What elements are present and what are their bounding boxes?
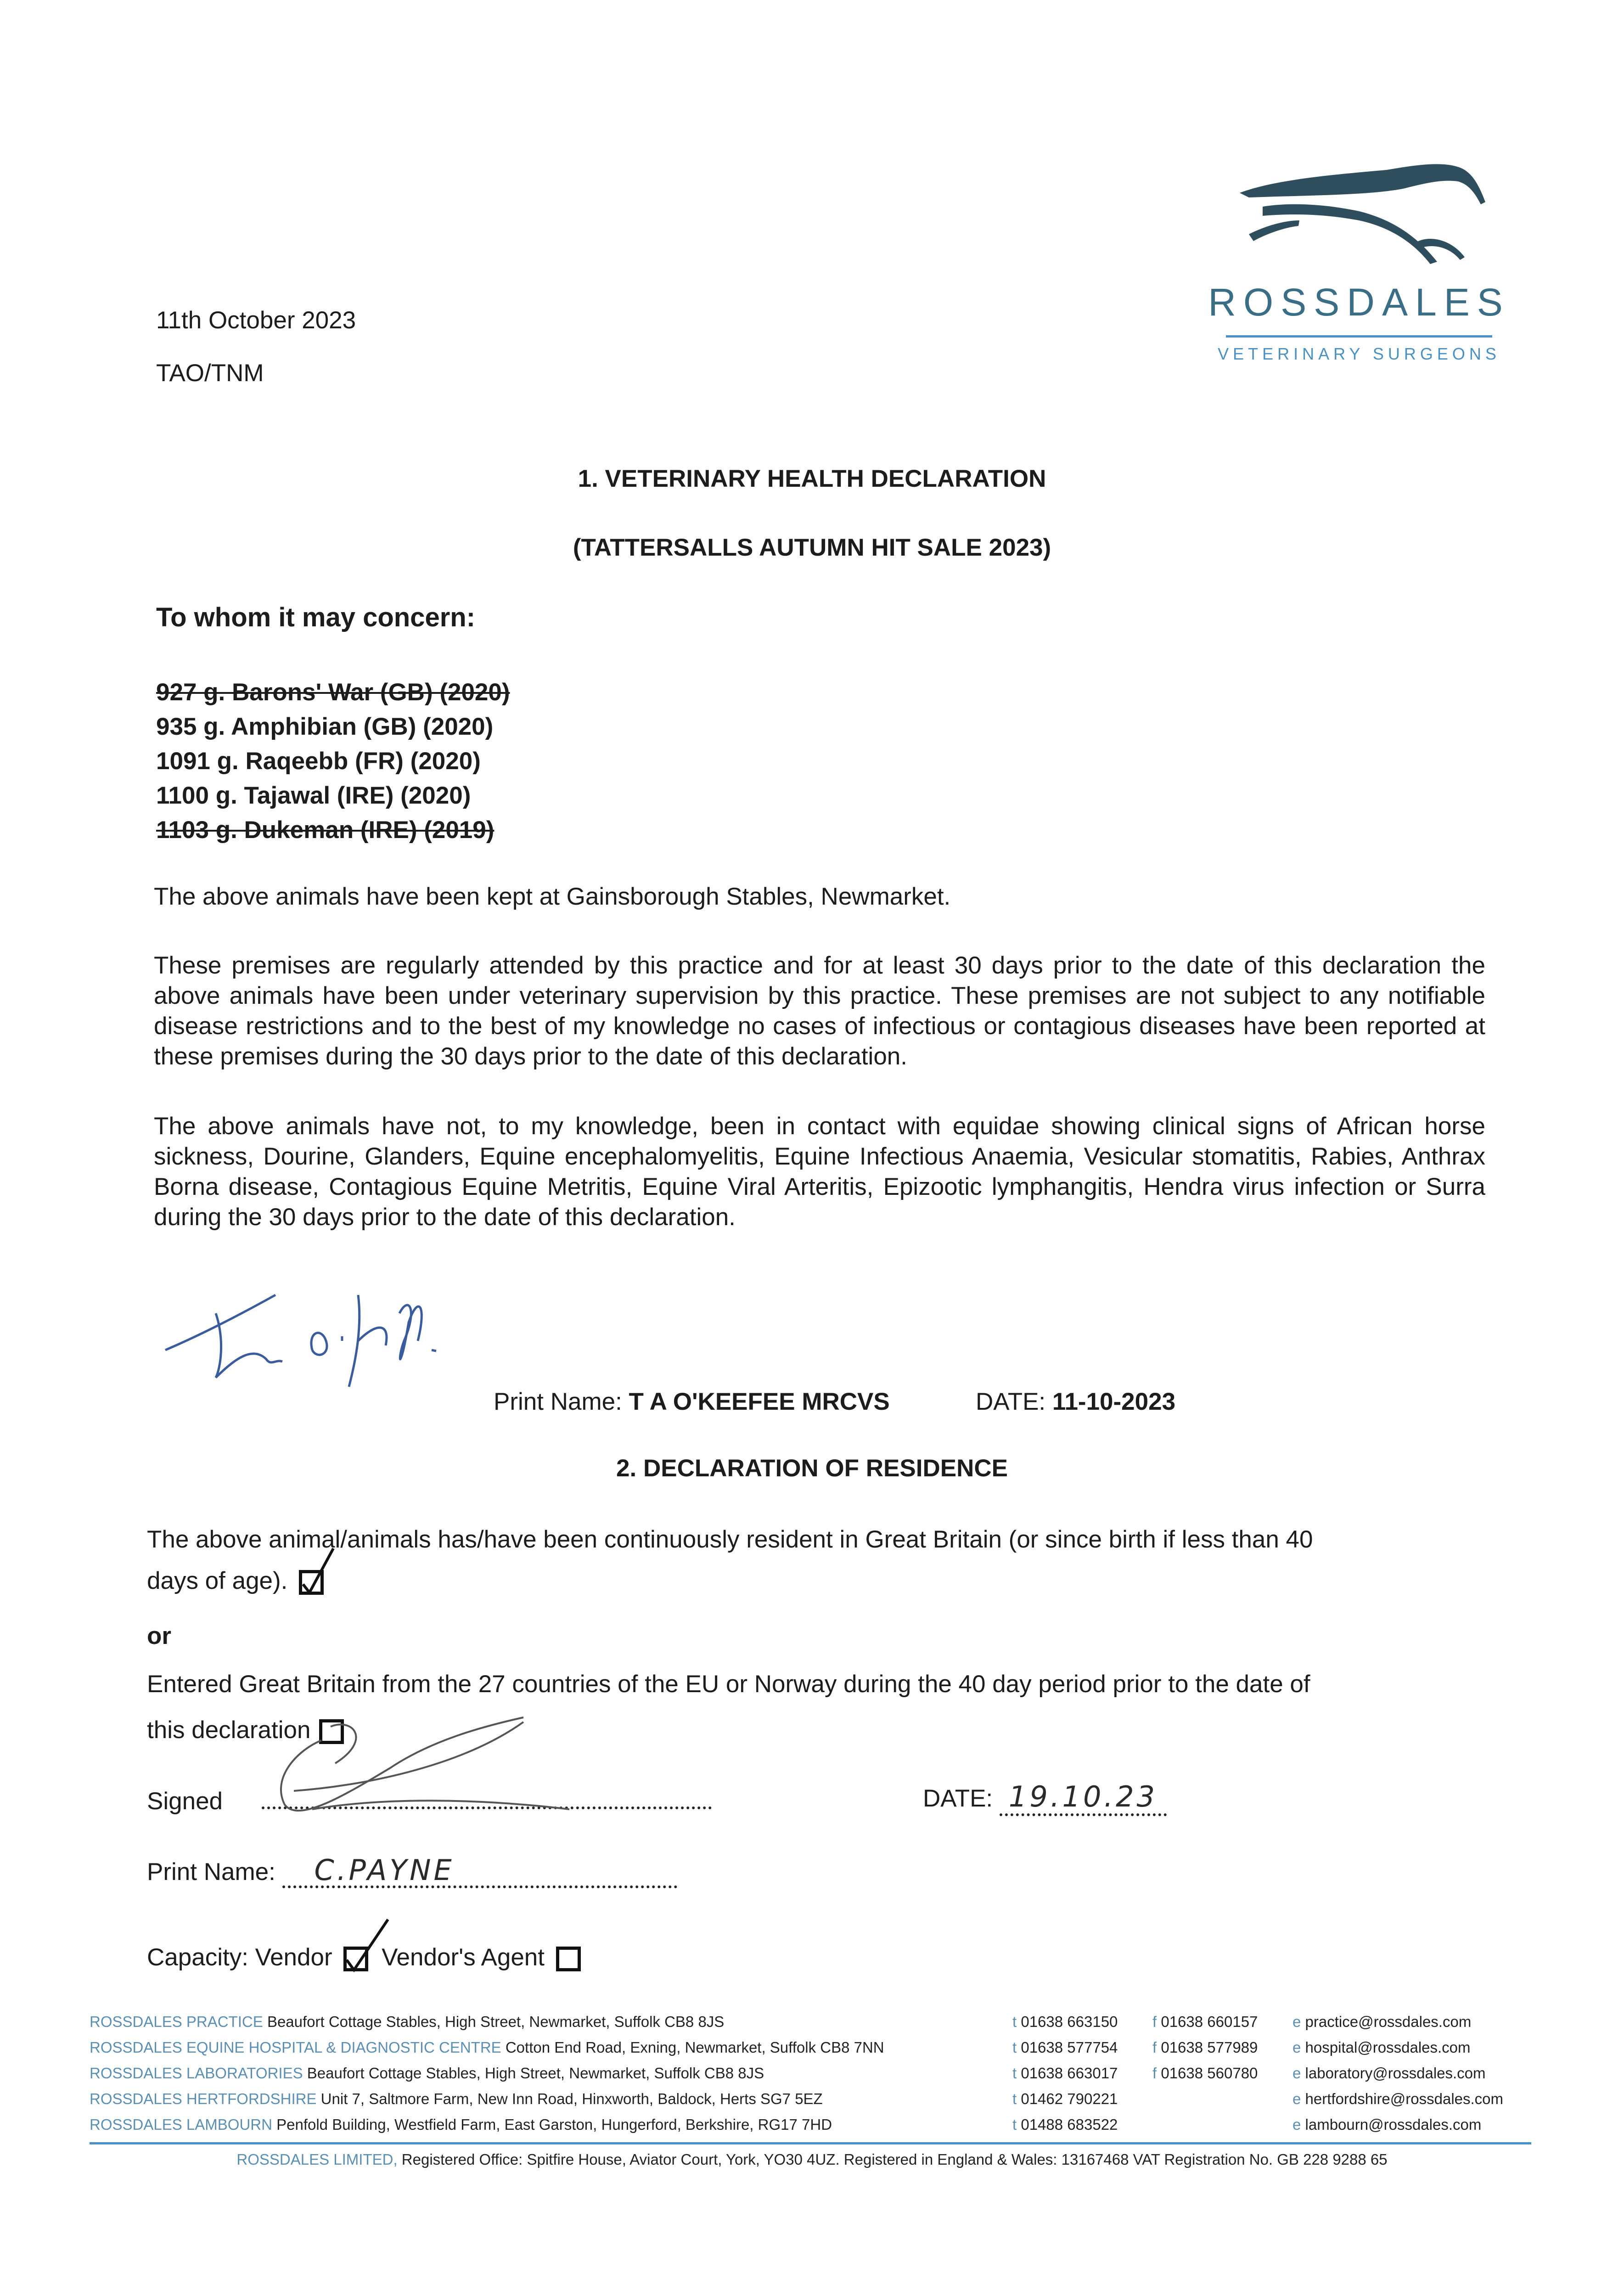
footer-email[interactable]: hospital@rossdales.com [1305, 2039, 1471, 2056]
footer-fax: 01638 560780 [1161, 2065, 1258, 2082]
date-label: DATE: [976, 1388, 1046, 1415]
vendor-print-name [147, 1855, 677, 1888]
footer-tel: 01638 577754 [1021, 2039, 1118, 2056]
footer-email[interactable]: lambourn@rossdales.com [1305, 2116, 1482, 2133]
footer-lambourn-name: ROSSDALES LAMBOURN [90, 2116, 272, 2133]
signed-label: Signed [147, 1788, 223, 1815]
footer-email[interactable]: practice@rossdales.com [1305, 2013, 1472, 2030]
lot-item: 1100 g. Tajawal (IRE) (2020) [156, 782, 471, 809]
vet-print-name [494, 1387, 890, 1417]
footer-laboratories-name: ROSSDALES LABORATORIES [90, 2065, 303, 2082]
letter-reference: TAO/TNM [156, 360, 264, 387]
footer-row: ROSSDALES LABORATORIES Beaufort Cottage Stables, High Street, Newmarket, Suffolk CB8 8JS t 01638 663017 f 01638 560780 e laboratory@rossdales.com [90, 2065, 1486, 2082]
footer-hertfordshire-address: Unit 7, Saltmore Farm, New Inn Road, Hinxworth, Baldock, Herts SG7 5EZ [320, 2090, 823, 2107]
date-value: 11-10-2023 [1052, 1388, 1176, 1415]
footer-registration-text: Registered Office: Spitfire House, Aviator Court, York, YO30 4UZ. Registered in England & Wales: 13167468 VAT Registration No. GB 228 9288 65 [401, 2151, 1388, 2168]
footer-row: ROSSDALES EQUINE HOSPITAL & DIAGNOSTIC CENTRE Cotton End Road, Exning, Newmarket, Suffolk CB8 7NN t 01638 577754 f 01638 577989 e hospital@rossdales.com [90, 2039, 1471, 2056]
lot-list [156, 675, 510, 847]
residence-option-2-line-1: Entered Great Britain from the 27 countries of the EU or Norway during the 40 day period prior to the date of [147, 1671, 1310, 1698]
footer-registration [0, 2147, 1624, 2172]
section1-subtitle: (TATTERSALLS AUTUMN HIT SALE 2023) [573, 534, 1051, 561]
vendor-date-label: DATE: [923, 1785, 993, 1812]
footer-tel: 01638 663017 [1021, 2065, 1118, 2082]
footer-hertfordshire-name: ROSSDALES HERTFORDSHIRE [90, 2090, 317, 2107]
vendor-signature [266, 1699, 588, 1837]
residence-option-1-line-1: The above animal/animals has/have been continuously resident in Great Britain (or since birth if less than 40 [147, 1526, 1313, 1553]
letter-date: 11th October 2023 [156, 307, 356, 334]
check-mark-icon [300, 1546, 337, 1596]
horse-icon [1221, 152, 1497, 289]
footer-row: ROSSDALES PRACTICE Beaufort Cottage Stables, High Street, Newmarket, Suffolk CB8 8JS t 01638 663150 f 01638 660157 e practice@rossdales.com [90, 2013, 1472, 2030]
vendor-agent-label: Vendor's Agent [382, 1944, 545, 1971]
footer-company-name: ROSSDALES LIMITED, [236, 2151, 398, 2168]
logo-subtitle: VETERINARY SURGEONS [1218, 344, 1500, 363]
footer-tel: 01488 683522 [1021, 2116, 1118, 2133]
print-name-label: Print Name: [494, 1388, 622, 1415]
lot-item: 927 g. Barons' War (GB) (2020) [156, 679, 510, 706]
footer-hospital-address: Cotton End Road, Exning, Newmarket, Suffolk CB8 7NN [505, 2039, 884, 2056]
footer-email[interactable]: hertfordshire@rossdales.com [1305, 2090, 1504, 2107]
footer-tel: 01638 663150 [1021, 2013, 1118, 2030]
capacity-label: Capacity: Vendor [147, 1944, 332, 1971]
lot-item: 1091 g. Raqeebb (FR) (2020) [156, 748, 481, 775]
lot-item: 935 g. Amphibian (GB) (2020) [156, 713, 494, 740]
residence-option-1-line-2 [147, 1566, 324, 1596]
footer-hospital-name: ROSSDALES EQUINE HOSPITAL & DIAGNOSTIC CENTRE [90, 2039, 501, 2056]
residence-option-1-text: days of age). [147, 1567, 288, 1594]
footer-addresses [90, 2009, 1536, 2138]
check-mark-icon [344, 1918, 390, 1973]
footer-practice-address: Beaufort Cottage Stables, High Street, Newmarket, Suffolk CB8 8JS [267, 2013, 725, 2030]
vet-date [976, 1387, 1175, 1417]
paragraph-disease-contact: The above animals have not, to my knowledge, been in contact with equidae showing clinical signs of African horse sickness, Dourine, Glanders, Equine encephalomyelitis, Equine Infectious Anaemia, Vesicular stomatitis, Rabies, Anthrax Borna disease, Contagious Equine Metritis, Equine Viral Arteritis, Epizootic lymphangitis, Hendra virus infection or Surra during the 30 days prior to the date of this declaration. [154, 1113, 1485, 1231]
footer-row: ROSSDALES LAMBOURN Penfold Building, Westfield Farm, East Garston, Hungerford, Berkshire, RG17 7HD t 01488 683522 e lambourn@rossdales.com [90, 2116, 1482, 2133]
footer-fax: 01638 577989 [1161, 2039, 1258, 2056]
footer-tel: 01462 790221 [1021, 2090, 1118, 2107]
paragraph-supervision: These premises are regularly attended by this practice and for at least 30 days prior to the date of this declaration the above animals have been under veterinary supervision by this practice. These premises are not subject to any notifiable disease restrictions and to the best of my knowledge no cases of infectious or contagious diseases have been reported at these premises during the 30 days prior to the date of this declaration. [154, 952, 1485, 1070]
vendor-agent-checkbox[interactable] [556, 1947, 581, 1971]
residence-option-2-text: this declaration [147, 1716, 311, 1744]
vendor-checkbox[interactable] [343, 1947, 368, 1971]
footer-practice-name: ROSSDALES PRACTICE [90, 2013, 263, 2030]
company-logo [1208, 152, 1511, 372]
logo-name: ROSSDALES [1208, 281, 1510, 324]
footer-laboratories-address: Beaufort Cottage Stables, High Street, Newmarket, Suffolk CB8 8JS [307, 2065, 764, 2082]
footer-email[interactable]: laboratory@rossdales.com [1305, 2065, 1486, 2082]
footer-row: ROSSDALES HERTFORDSHIRE Unit 7, Saltmore Farm, New Inn Road, Hinxworth, Baldock, Herts SG7 5EZ t 01462 790221 e hertfordshire@rossdales.com [90, 2090, 1504, 2107]
paragraph-premises: The above animals have been kept at Gainsborough Stables, Newmarket. [154, 883, 951, 910]
footer-fax: 01638 660157 [1161, 2013, 1258, 2030]
vendor-print-name-label: Print Name: [147, 1858, 275, 1885]
resident-checkbox[interactable] [299, 1570, 324, 1595]
vet-signature [161, 1267, 510, 1405]
section1-title: 1. VETERINARY HEALTH DECLARATION [578, 465, 1046, 492]
capacity-row [147, 1942, 581, 1973]
vendor-print-name-value: C.PAYNE [282, 1855, 677, 1888]
salutation: To whom it may concern: [156, 602, 476, 632]
print-name-value: T A O'KEEFEE MRCVS [629, 1388, 890, 1415]
logo-underline [1226, 335, 1492, 338]
lot-item: 1103 g. Dukeman (IRE) (2019) [156, 816, 495, 844]
vendor-date [923, 1782, 1167, 1814]
section2-title: 2. DECLARATION OF RESIDENCE [616, 1455, 1008, 1482]
vendor-date-value: 19.10.23 [1000, 1780, 1167, 1816]
or-label: or [147, 1622, 171, 1649]
footer-divider [90, 2142, 1531, 2144]
footer-lambourn-address: Penfold Building, Westfield Farm, East Garston, Hungerford, Berkshire, RG17 7HD [276, 2116, 832, 2133]
